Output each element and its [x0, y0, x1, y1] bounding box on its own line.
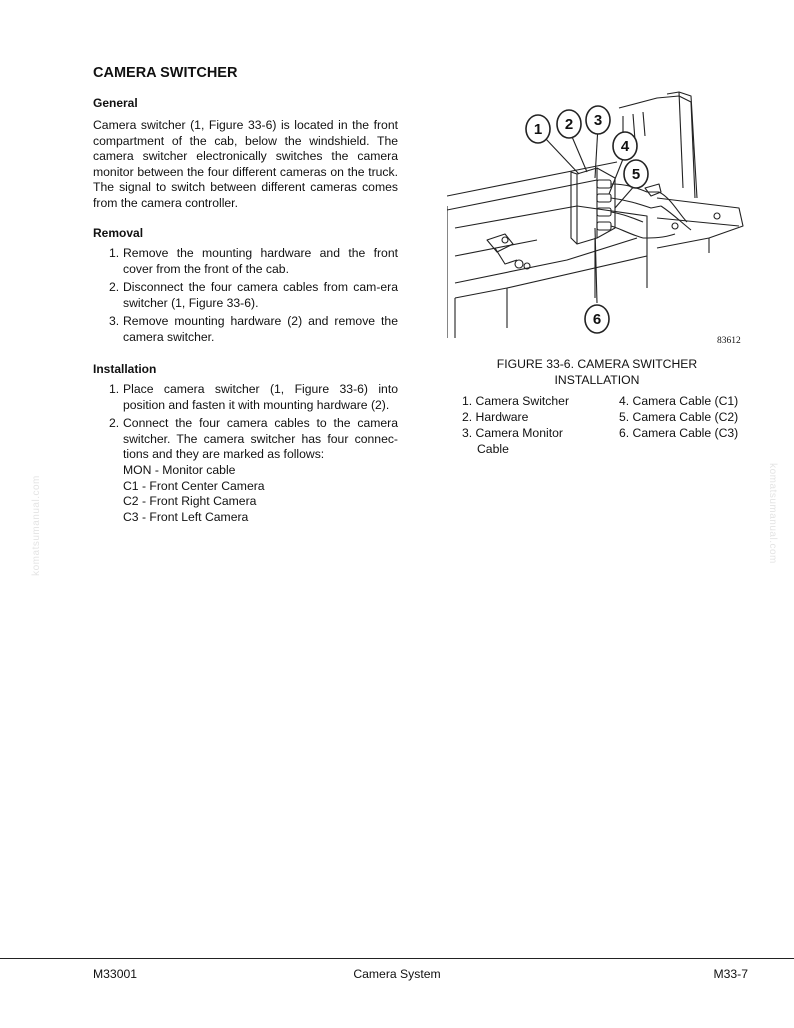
callout-6: 6	[592, 311, 602, 328]
footer-section-name: Camera System	[353, 967, 441, 981]
removal-step	[93, 246, 398, 277]
callout-5: 5	[631, 166, 641, 183]
step-text: Disconnect the four camera cables from cam-era switcher (1, Figure 33-6).	[123, 280, 398, 310]
callout-3: 3	[593, 112, 603, 129]
figure-number: 83612	[717, 336, 741, 346]
camera-switcher-figure	[447, 88, 759, 353]
footer-doc-id: M33001	[93, 967, 138, 981]
installation-step	[93, 416, 398, 525]
caption-line: INSTALLATION	[554, 372, 640, 387]
installation-steps	[93, 382, 398, 528]
figure-caption	[447, 357, 747, 388]
legend-item: 1. Camera Switcher	[462, 394, 570, 408]
marking-item: C2 - Front Right Camera	[123, 494, 257, 509]
legend-item: 5. Camera Cable (C2)	[619, 410, 739, 424]
callout-2: 2	[564, 116, 574, 133]
installation-heading: Installation	[93, 362, 157, 376]
step-text: Connect the four camera cables to the camera switcher. The camera switcher has four connec-tions and they are marked as follows:	[123, 416, 398, 462]
marking-item: MON - Monitor cable	[123, 462, 236, 477]
legend-item: Cable	[477, 442, 509, 456]
legend-item: 4. Camera Cable (C1)	[619, 394, 739, 408]
legend-item: 2. Hardware	[462, 410, 529, 424]
step-number: 2.	[109, 280, 120, 295]
step-number: 2.	[109, 416, 120, 431]
marking-item: C1 - Front Center Camera	[123, 478, 265, 493]
removal-step	[93, 314, 398, 345]
caption-line: FIGURE 33-6. CAMERA SWITCHER	[496, 357, 698, 371]
general-heading: General	[93, 96, 138, 110]
callout-4: 4	[620, 138, 630, 155]
step-text: Remove mounting hardware (2) and remove the camera switcher.	[123, 314, 398, 344]
removal-steps	[93, 246, 398, 349]
marking-item: C3 - Front Left Camera	[123, 509, 249, 524]
legend-item: 3. Camera Monitor	[462, 426, 563, 440]
step-number: 1.	[109, 382, 120, 396]
general-paragraph: Camera switcher (1, Figure 33-6) is located in the front compartment of the cab, below the windshield. The camera switcher electronically switches the camera monitor between the four different cameras on the truck. The signal to switch between different cameras comes from the camera controller.	[93, 118, 398, 210]
watermark-left: komatsumanual.com	[30, 475, 42, 576]
section-title: CAMERA SWITCHER	[93, 65, 238, 81]
footer-page-number: M33-7	[713, 967, 748, 981]
connection-markings	[123, 463, 398, 525]
watermark-right: komatsumanual.com	[766, 463, 778, 564]
callout-1: 1	[533, 121, 543, 138]
step-text: Place camera switcher (1, Figure 33-6) into position and fasten it with mounting hardware (2).	[123, 382, 398, 412]
step-number: 3.	[109, 314, 120, 329]
step-text: Remove the mounting hardware and the front cover from the front of the cab.	[123, 246, 398, 276]
installation-step	[93, 382, 398, 413]
step-number: 1.	[109, 246, 120, 260]
removal-step	[93, 280, 398, 311]
legend-item: 6. Camera Cable (C3)	[619, 426, 739, 440]
removal-heading: Removal	[93, 226, 144, 240]
footer-divider	[0, 958, 794, 959]
